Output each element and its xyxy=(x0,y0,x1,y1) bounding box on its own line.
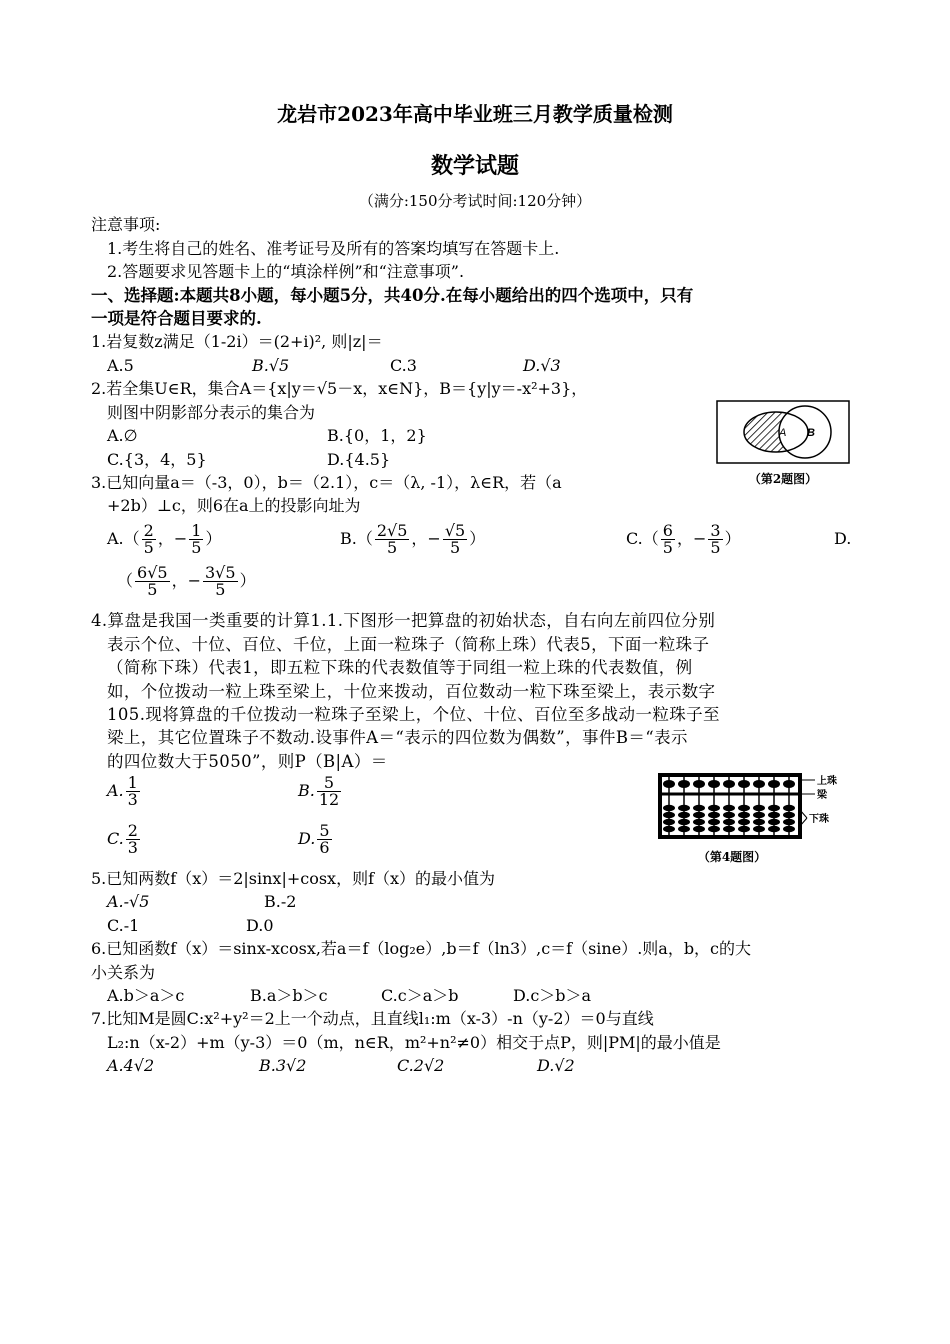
q3-option-c: C.（ $\frac{6}{5}$ ，− $\frac{3}{5}$ ） xyxy=(626,521,741,557)
abacus-lower-bead xyxy=(768,826,780,832)
q6-stem: 6.已知函数f（x）＝sinx-xcosx,若a＝f（log₂e）,b＝f（ln3）,c＝f（sine）.则a，b，c的大 xyxy=(91,939,752,958)
abacus-lower-bead xyxy=(678,805,690,811)
abacus-lower-bead xyxy=(783,805,795,811)
notes-heading: 注意事项: xyxy=(91,215,161,234)
note-item: 2.答题要求见答题卡上的“填涂样例”和“注意事项”. xyxy=(107,262,465,281)
abacus-lower-bead xyxy=(753,812,765,818)
abacus-diagram xyxy=(657,772,847,840)
exam-title: 龙岩市2023年高中毕业班三月教学质量检测 xyxy=(277,102,673,126)
abacus-lower-bead xyxy=(708,826,720,832)
abacus-upper-bead xyxy=(768,780,780,788)
abacus-lower-bead xyxy=(723,812,735,818)
abacus-upper-label: 上珠 xyxy=(817,776,837,787)
note-item: 1.考生将自己的姓名、准考证号及所有的答案均填写在答题卡上. xyxy=(107,239,560,258)
abacus-lower-bead xyxy=(768,805,780,811)
q4-stem: 如，个位拨动一粒上珠至梁上，十位来拨动，百位数动一粒下珠至梁上，表示数字 xyxy=(107,682,716,701)
q3-stem: +2b）⊥c，则6在a上的投影向址为 xyxy=(107,496,361,515)
abacus-lower-bead xyxy=(753,819,765,825)
q7-option-d: D.√2 xyxy=(537,1056,575,1075)
q5-option-d: D.0 xyxy=(246,916,274,935)
abacus-upper-bead xyxy=(678,780,690,788)
abacus-beam-label: 梁 xyxy=(817,790,827,801)
q4-stem: 4.算盘是我国一类重要的计算1.1.下图形一把算盘的初始状态，自右向左前四位分别 xyxy=(91,611,716,630)
abacus-upper-bead xyxy=(708,780,720,788)
abacus-lower-bead xyxy=(738,812,750,818)
abacus-lower-bead xyxy=(783,812,795,818)
q3-option-d-label: D. xyxy=(834,529,852,548)
q3-option-d: （ $\frac{6√5}{5}$ ，− $\frac{3√5}{5}$ ） xyxy=(117,563,256,599)
q1-option-b: B.√5 xyxy=(252,356,290,375)
q4-abacus-figure xyxy=(657,772,847,862)
q5-option-a: A.-√5 xyxy=(107,892,150,911)
section-heading: 一、选择题:本题共8小题，每小题5分，共40分.在每小题给出的四个选项中，只有 xyxy=(91,286,694,305)
abacus-lower-bead xyxy=(678,826,690,832)
q4-option-b: B. $\frac{5}{12}$ xyxy=(298,773,340,809)
q2-option-d: D.{4.5} xyxy=(327,450,391,469)
q3-option-a: A.（ $\frac{2}{5}$ ，− $\frac{1}{5}$ ） xyxy=(107,521,222,557)
abacus-upper-bead xyxy=(693,780,705,788)
abacus-lower-label: 下珠 xyxy=(809,814,829,825)
abacus-lower-bead xyxy=(693,826,705,832)
q1-option-c: C.3 xyxy=(390,356,417,375)
q6-stem: 小关系为 xyxy=(91,963,156,982)
set-a-label: A xyxy=(779,427,787,439)
q7-stem: L₂:n（x-2）+m（y-3）＝0（m，n∈R，m²+n²≠0）相交于点P，则|PM|的最小值是 xyxy=(107,1033,721,1052)
q2-figure-caption: （第2题图） xyxy=(748,472,818,486)
q3-option-b: B.（ $\frac{2√5}{5}$ ，− $\frac{√5}{5}$ ） xyxy=(340,521,486,557)
abacus-upper-bead xyxy=(723,780,735,788)
q4-stem: 表示个位、十位、百位、千位，上面一粒珠子（简称上珠）代表5，下面一粒珠子 xyxy=(107,635,710,654)
q1-stem: 1.岩复数z满足（1-2i）＝(2+i)², 则|z|＝ xyxy=(91,332,383,351)
abacus-lower-bead xyxy=(738,805,750,811)
q3-stem: 3.已知向量a＝（-3，0），b＝（2.1），c＝（λ, -1），λ∈R，若（a xyxy=(91,473,562,492)
q4-option-c: C. $\frac{2}{3}$ xyxy=(107,821,138,857)
abacus-upper-bead xyxy=(783,780,795,788)
abacus-lower-bead xyxy=(693,805,705,811)
q4-option-a: A. $\frac{1}{3}$ xyxy=(107,773,138,809)
abacus-lower-bead xyxy=(663,819,675,825)
q6-option-c: C.c＞a＞b xyxy=(381,986,459,1005)
q2-stem: 则图中阴影部分表示的集合为 xyxy=(107,403,316,422)
abacus-lower-bead xyxy=(783,819,795,825)
abacus-lower-bead xyxy=(723,805,735,811)
q7-option-c: C.2√2 xyxy=(397,1056,445,1075)
abacus-lower-bead xyxy=(753,826,765,832)
abacus-lower-bead xyxy=(768,819,780,825)
q7-option-a: A.4√2 xyxy=(107,1056,155,1075)
q5-option-c: C.-1 xyxy=(107,916,140,935)
venn-diagram xyxy=(716,400,850,464)
abacus-lower-bead xyxy=(678,819,690,825)
q4-figure-caption: （第4题图） xyxy=(697,850,767,864)
q2-option-b: B.{0，1，2} xyxy=(327,426,427,445)
q6-option-d: D.c＞b＞a xyxy=(513,986,592,1005)
q2-venn-figure xyxy=(716,400,850,484)
abacus-lower-bead xyxy=(738,826,750,832)
q2-stem: 2.若全集U∈R，集合A＝{x|y＝√5－x，x∈N}，B＝{y|y＝-x²+3}， xyxy=(91,379,588,398)
abacus-lower-bead xyxy=(708,812,720,818)
exam-info: （满分:150分考试时间:120分钟） xyxy=(358,192,592,210)
q4-stem: （简称下珠）代表1，即五粒下珠的代表数值等于同组一粒上珠的代表数值，例 xyxy=(107,658,693,677)
abacus-upper-bead xyxy=(738,780,750,788)
q1-option-a: A.5 xyxy=(107,356,134,375)
q4-stem: 105.现将算盘的千位拨动一粒珠子至梁上，个位、十位、百位至多战动一粒珠子至 xyxy=(107,705,720,724)
exam-subtitle: 数学试题 xyxy=(430,153,519,179)
set-b-label: B xyxy=(807,427,815,439)
abacus-lower-bead xyxy=(663,805,675,811)
q6-option-b: B.a＞b＞c xyxy=(250,986,328,1005)
abacus-lower-bead xyxy=(783,826,795,832)
abacus-lower-bead xyxy=(723,819,735,825)
q6-option-a: A.b＞a＞c xyxy=(107,986,185,1005)
q1-option-d: D.√3 xyxy=(523,356,561,375)
section-heading: 一项是符合题目要求的. xyxy=(91,309,262,328)
abacus-lower-bead xyxy=(663,826,675,832)
abacus-lower-bead xyxy=(708,805,720,811)
abacus-upper-bead xyxy=(663,780,675,788)
q4-stem: 梁上，其它位置珠子不数动.设事件A＝“表示的四位数为偶数”，事件B＝“表示 xyxy=(107,728,688,747)
q7-stem: 7.比知M是圆C:x²+y²＝2上一个动点，且直线l₁:m（x-3）-n（y-2）＝0与直线 xyxy=(91,1009,654,1028)
q2-option-c: C.{3，4，5} xyxy=(107,450,207,469)
abacus-lower-bead xyxy=(678,812,690,818)
abacus-upper-bead xyxy=(753,780,765,788)
q7-option-b: B.3√2 xyxy=(259,1056,307,1075)
abacus-lower-bead xyxy=(768,812,780,818)
q5-stem: 5.已知两数f（x）＝2|sinx|+cosx，则f（x）的最小值为 xyxy=(91,869,496,888)
q4-stem: 的四位数大于5050”，则P（B|A）＝ xyxy=(107,752,388,771)
abacus-lower-bead xyxy=(663,812,675,818)
abacus-lower-bead xyxy=(693,812,705,818)
abacus-lower-bead xyxy=(723,826,735,832)
q4-option-d: D. $\frac{5}{6}$ xyxy=(298,821,330,857)
abacus-lower-bead xyxy=(708,819,720,825)
abacus-lower-bead xyxy=(738,819,750,825)
q2-option-a: A.∅ xyxy=(107,426,138,445)
abacus-lower-bead xyxy=(693,819,705,825)
abacus-lower-bead xyxy=(753,805,765,811)
q5-option-b: B.-2 xyxy=(264,892,297,911)
